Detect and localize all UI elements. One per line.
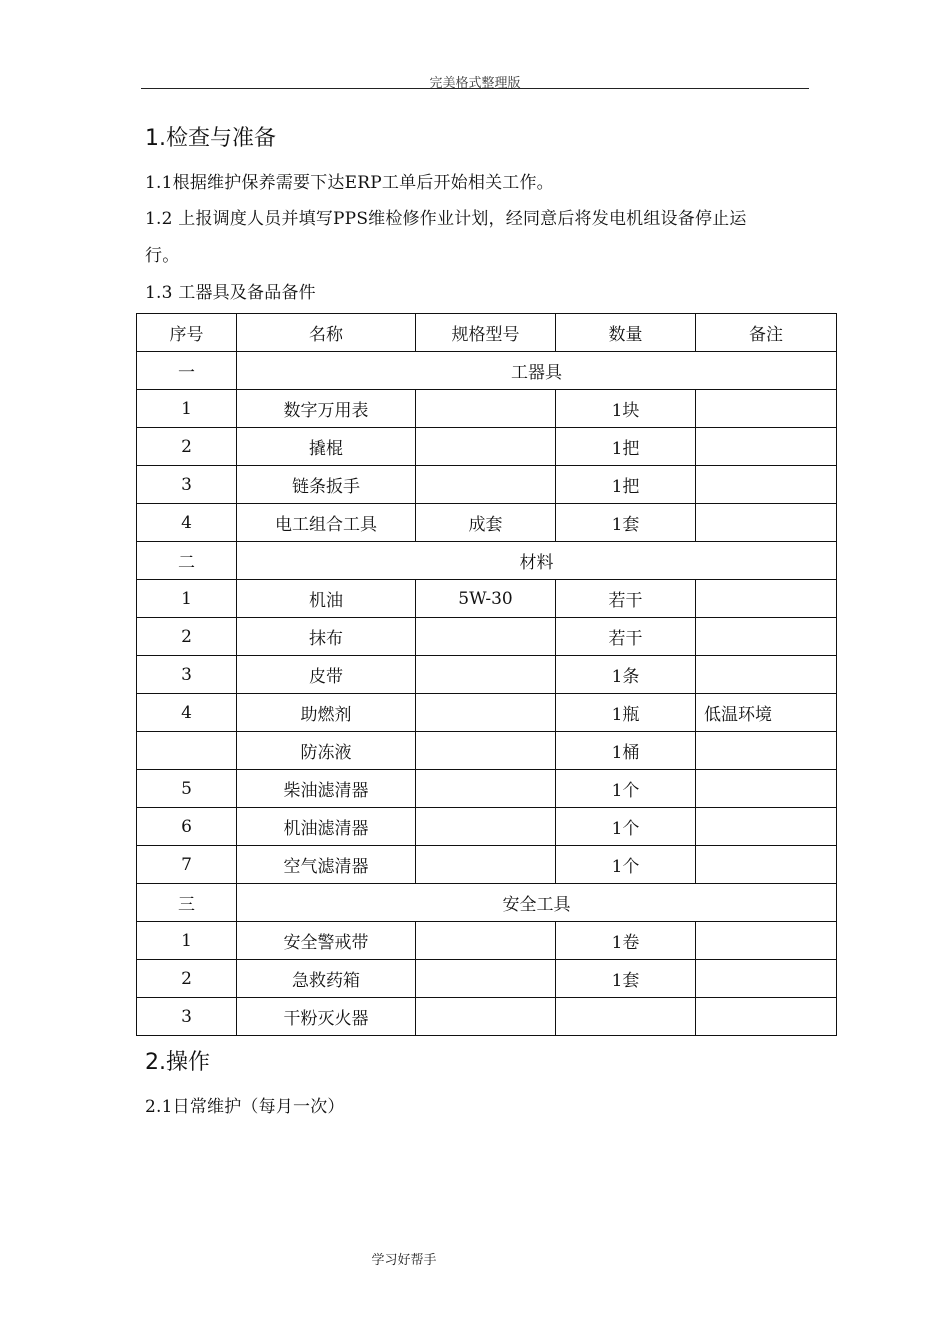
cell-no: 5 [137,770,237,808]
cell-note: 低温环境 [696,694,837,732]
group-row [137,542,837,580]
table-row [137,770,837,808]
cell-note [696,504,837,542]
cell-note [696,390,837,428]
cell-note [696,770,837,808]
cell-name: 柴油滤清器 [237,770,416,808]
group-index: 一 [137,352,237,390]
table-row [137,656,837,694]
cell-note [696,580,837,618]
cell-qty: 1个 [556,846,696,884]
cell-qty: 1套 [556,960,696,998]
cell-spec [416,656,556,694]
cell-name: 链条扳手 [237,466,416,504]
group-row [137,884,837,922]
cell-qty: 1套 [556,504,696,542]
group-title: 材料 [237,542,837,580]
cell-qty: 1个 [556,808,696,846]
cell-no: 1 [137,390,237,428]
header-cell-name: 名称 [237,314,416,352]
cell-name: 皮带 [237,656,416,694]
cell-spec [416,390,556,428]
cell-spec [416,428,556,466]
cell-spec [416,694,556,732]
header-rule [141,88,809,89]
table-row [137,846,837,884]
cell-name: 安全警戒带 [237,922,416,960]
cell-name: 机油滤清器 [237,808,416,846]
cell-spec [416,922,556,960]
page-footer: 学习好帮手 [371,1253,437,1268]
table-row [137,732,837,770]
table-row [137,694,837,732]
paragraph-2-1: 2.1日常维护（每月一次） [145,1097,345,1117]
cell-name: 撬棍 [237,428,416,466]
table-row [137,428,837,466]
cell-name: 机油 [237,580,416,618]
tools-table [136,313,837,1036]
cell-qty: 1把 [556,466,696,504]
cell-qty: 1卷 [556,922,696,960]
cell-no: 3 [137,656,237,694]
cell-qty: 若干 [556,580,696,618]
cell-note [696,922,837,960]
cell-qty: 1条 [556,656,696,694]
cell-spec [416,770,556,808]
cell-no: 6 [137,808,237,846]
table-row [137,466,837,504]
cell-note [696,428,837,466]
cell-no: 1 [137,580,237,618]
table-row [137,504,837,542]
section-2-heading: 2.操作 [145,1050,210,1075]
cell-no: 4 [137,504,237,542]
paragraph-1-1: 1.1根据维护保养需要下达ERP工单后开始相关工作。 [145,173,554,193]
cell-note [696,808,837,846]
cell-no: 2 [137,960,237,998]
cell-qty: 若干 [556,618,696,656]
cell-qty: 1桶 [556,732,696,770]
group-title: 工器具 [237,352,837,390]
cell-spec [416,618,556,656]
section-1-heading: 1.检查与准备 [145,126,276,151]
cell-spec [416,466,556,504]
cell-name: 空气滤清器 [237,846,416,884]
cell-no: 3 [137,466,237,504]
table-header-row [137,314,837,352]
cell-spec [416,998,556,1036]
cell-qty: 1个 [556,770,696,808]
cell-name: 抹布 [237,618,416,656]
cell-note [696,998,837,1036]
cell-no: 1 [137,922,237,960]
table-row [137,580,837,618]
cell-qty: 1块 [556,390,696,428]
cell-name: 助燃剂 [237,694,416,732]
cell-note [696,846,837,884]
cell-no [137,732,237,770]
cell-no: 7 [137,846,237,884]
cell-qty [556,998,696,1036]
cell-no: 3 [137,998,237,1036]
cell-spec [416,960,556,998]
cell-spec [416,732,556,770]
group-row [137,352,837,390]
paragraph-1-3: 1.3 工器具及备品备件 [145,283,316,303]
cell-name: 数字万用表 [237,390,416,428]
paragraph-1-2-line1: 1.2 上报调度人员并填写PPS维检修作业计划，经同意后将发电机组设备停止运 [145,209,747,229]
cell-spec [416,808,556,846]
cell-note [696,656,837,694]
cell-note [696,960,837,998]
table-row [137,390,837,428]
group-index: 三 [137,884,237,922]
table-row [137,922,837,960]
cell-name: 电工组合工具 [237,504,416,542]
group-title: 安全工具 [237,884,837,922]
cell-no: 4 [137,694,237,732]
cell-qty: 1瓶 [556,694,696,732]
table-row [137,808,837,846]
group-index: 二 [137,542,237,580]
page-header: 完美格式整理版 [429,76,521,91]
cell-note [696,618,837,656]
cell-no: 2 [137,428,237,466]
cell-spec: 成套 [416,504,556,542]
paragraph-1-2-line2: 行。 [145,246,180,266]
cell-name: 干粉灭火器 [237,998,416,1036]
cell-note [696,466,837,504]
cell-qty: 1把 [556,428,696,466]
cell-spec [416,846,556,884]
header-cell-qty: 数量 [556,314,696,352]
header-cell-spec: 规格型号 [416,314,556,352]
cell-name: 急救药箱 [237,960,416,998]
table-row [137,960,837,998]
header-cell-no: 序号 [137,314,237,352]
header-cell-note: 备注 [696,314,837,352]
table-row [137,998,837,1036]
cell-note [696,732,837,770]
cell-spec: 5W-30 [416,580,556,618]
cell-no: 2 [137,618,237,656]
table-row [137,618,837,656]
cell-name: 防冻液 [237,732,416,770]
